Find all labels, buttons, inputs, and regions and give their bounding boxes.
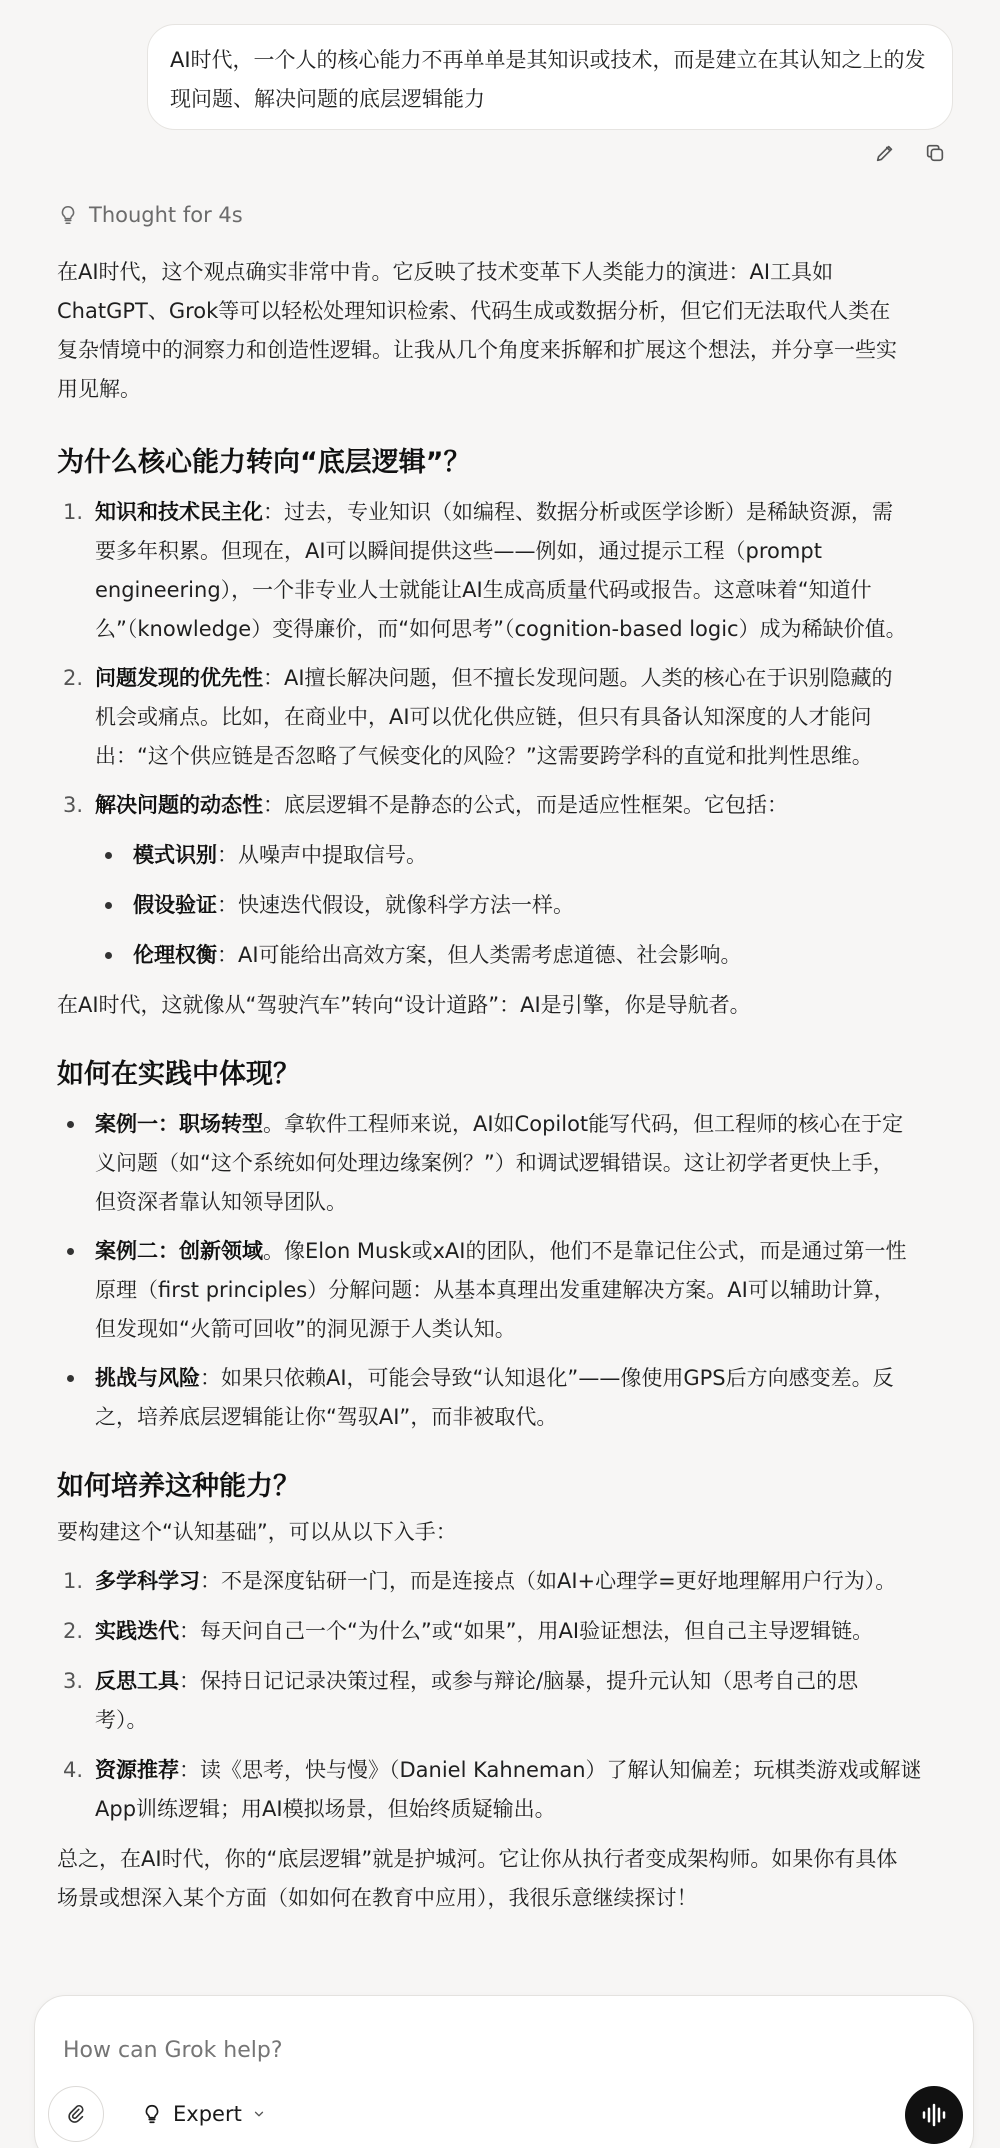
list-item-text: 原理（first principles）分解问题：从基本真理出发重建解决方案。AI可以辅助计算， (95, 1278, 895, 1302)
list-item-text: ：过去，专业知识（如编程、数据分析或医学诊断）是稀缺资源，需 (263, 500, 893, 524)
list-item-text: 机会或痛点。比如，在商业中，AI可以优化供应链，但只有具备认知深度的人才能问 (95, 705, 872, 729)
section-heading: 如何在实践中体现？ (57, 1059, 300, 1090)
message-actions (872, 140, 948, 166)
list-item-title: 模式识别 (133, 843, 217, 867)
bullet (105, 852, 112, 859)
section-closing: 在AI时代，这就像从“驾驶汽车”转向“设计道路”：AI是引擎，你是导航者。 (57, 993, 751, 1017)
lightbulb-icon (141, 2103, 163, 2125)
list-item (57, 1562, 957, 1601)
prompt-input[interactable] (63, 2038, 763, 2063)
intro-line: 在AI时代，这个观点确实非常中肯。它反映了技术变革下人类能力的演进：AI工具如 (57, 260, 834, 284)
intro-paragraph (57, 253, 957, 409)
sub-list-item (57, 836, 957, 875)
list-item-text: ：读《思考，快与慢》（Daniel Kahneman）了解认知偏差；玩棋类游戏或解谜 (179, 1758, 922, 1782)
list-item-text: ：快速迭代假设，就像科学方法一样。 (217, 893, 574, 917)
unordered-list (57, 1105, 957, 1437)
list-item-text: ：每天问自己一个“为什么”或“如果”，用AI验证想法，但自己主导逻辑链。 (179, 1619, 874, 1643)
thought-toggle[interactable] (57, 203, 243, 227)
section-heading: 如何培养这种能力？ (57, 1471, 300, 1502)
intro-line: 用见解。 (57, 377, 141, 401)
list-item-text: ：AI擅长解决问题，但不擅长发现问题。人类的核心在于识别隐藏的 (263, 666, 893, 690)
paperclip-icon (65, 2103, 87, 2125)
list-number: 2. (63, 666, 84, 690)
sub-list-item (57, 886, 957, 925)
list-item-title: 案例二：创新领域 (95, 1239, 263, 1263)
composer (34, 1995, 974, 2148)
conclusion-paragraph (57, 1840, 957, 1918)
list-item-text: App训练逻辑；用AI模拟场景，但始终质疑输出。 (95, 1797, 556, 1821)
list-item-title: 伦理权衡 (133, 943, 217, 967)
list-item (57, 786, 957, 825)
list-item-title: 解决问题的动态性 (95, 793, 263, 817)
section-heading: 为什么核心能力转向“底层逻辑”？ (57, 447, 471, 478)
list-item (57, 1232, 957, 1349)
list-item (57, 1662, 957, 1740)
intro-line: ChatGPT、Grok等可以轻松处理知识检索、代码生成或数据分析，但它们无法取代人类在 (57, 299, 891, 323)
model-label: Expert (173, 2102, 242, 2126)
list-number: 1. (63, 500, 84, 524)
user-message-text: AI时代，一个人的核心能力不再单单是其知识或技术，而是建立在其认知之上的发现问题、解决问题的底层逻辑能力 (170, 48, 926, 111)
list-item-text: ：不是深度钻研一门，而是连接点（如AI+心理学=更好地理解用户行为）。 (200, 1569, 897, 1593)
list-item (57, 1105, 957, 1222)
voice-waveform-icon (919, 2100, 949, 2130)
list-number: 2. (63, 1619, 84, 1643)
pencil-icon[interactable] (872, 140, 898, 166)
attach-button[interactable] (48, 2086, 104, 2142)
ordered-list (57, 493, 957, 975)
list-number: 3. (63, 793, 84, 817)
list-item-text: engineering），一个非专业人士就能让AI生成高质量代码或报告。这意味着“知道什 (95, 578, 872, 602)
list-item-text: ：如果只依赖AI，可能会导致“认知退化”——像使用GPS后方向感变差。反 (200, 1366, 894, 1390)
list-item-title: 问题发现的优先性 (95, 666, 263, 690)
list-item-title: 实践迭代 (95, 1619, 179, 1643)
list-item-text: ：底层逻辑不是静态的公式，而是适应性框架。它包括： (263, 793, 788, 817)
list-item-title: 知识和技术民主化 (95, 500, 263, 524)
voice-mode-button[interactable] (905, 2086, 963, 2144)
bullet (67, 1121, 74, 1128)
user-message-bubble (147, 24, 953, 130)
list-item (57, 1359, 957, 1437)
list-item-title: 案例一：职场转型 (95, 1112, 263, 1136)
list-number: 4. (63, 1758, 84, 1782)
list-item-text: 考）。 (95, 1708, 148, 1732)
model-selector[interactable] (125, 2086, 282, 2142)
sub-list-item (57, 936, 957, 975)
conclusion-line: 场景或想深入某个方面（如如何在教育中应用），我很乐意继续探讨！ (57, 1886, 698, 1910)
list-item-text: 要多年积累。但现在，AI可以瞬间提供这些——例如，通过提示工程（prompt (95, 539, 822, 563)
list-item-text: ：AI可能给出高效方案，但人类需考虑道德、社会影响。 (217, 943, 742, 967)
list-item-title: 多学科学习 (95, 1569, 200, 1593)
list-item-title: 假设验证 (133, 893, 217, 917)
list-item (57, 1751, 957, 1829)
ordered-list (57, 1562, 957, 1829)
section-intro: 要构建这个“认知基础”，可以从以下入手： (57, 1520, 457, 1544)
list-item-text: 么”（knowledge）变得廉价，而“如何思考”（cognition-based logic）成为稀缺价值。 (95, 617, 907, 641)
list-item-text: ：保持日记记录决策过程，或参与辩论/脑暴，提升元认知（思考自己的思 (179, 1669, 859, 1693)
conclusion-line: 总之，在AI时代，你的“底层逻辑”就是护城河。它让你从执行者变成架构师。如果你有具体 (57, 1847, 898, 1871)
list-item-text: 出：“这个供应链是否忽略了气候变化的风险？”这需要跨学科的直觉和批判性思维。 (95, 744, 873, 768)
list-item (57, 1612, 957, 1651)
intro-line: 复杂情境中的洞察力和创造性逻辑。让我从几个角度来拆解和扩展这个想法，并分享一些实 (57, 338, 897, 362)
list-item-text: 。像Elon Musk或xAI的团队，他们不是靠记住公式，而是通过第一性 (263, 1239, 907, 1263)
list-item (57, 659, 957, 776)
thought-label: Thought for 4s (89, 203, 243, 227)
list-item (57, 493, 957, 649)
list-item-text: 但发现如“火箭可回收”的洞见源于人类认知。 (95, 1317, 516, 1341)
lightbulb-icon (57, 204, 79, 226)
list-item-text: 之，培养底层逻辑能让你“驾驭AI”，而非被取代。 (95, 1405, 558, 1429)
bullet (105, 902, 112, 909)
list-number: 3. (63, 1669, 84, 1693)
list-item-title: 资源推荐 (95, 1758, 179, 1782)
assistant-answer (57, 253, 957, 1918)
bullet (67, 1375, 74, 1382)
bullet (67, 1248, 74, 1255)
list-item-text: ：从噪声中提取信号。 (217, 843, 427, 867)
list-number: 1. (63, 1569, 84, 1593)
list-item-text: 义问题（如“这个系统如何处理边缘案例？”）和调试逻辑错误。这让初学者更快上手， (95, 1151, 894, 1175)
copy-icon[interactable] (922, 140, 948, 166)
bullet (105, 952, 112, 959)
list-item-text: 但资深者靠认知领导团队。 (95, 1190, 347, 1214)
list-item-title: 挑战与风险 (95, 1366, 200, 1390)
list-item-title: 反思工具 (95, 1669, 179, 1693)
chevron-down-icon (252, 2107, 266, 2121)
list-item-text: 。拿软件工程师来说，AI如Copilot能写代码，但工程师的核心在于定 (263, 1112, 904, 1136)
